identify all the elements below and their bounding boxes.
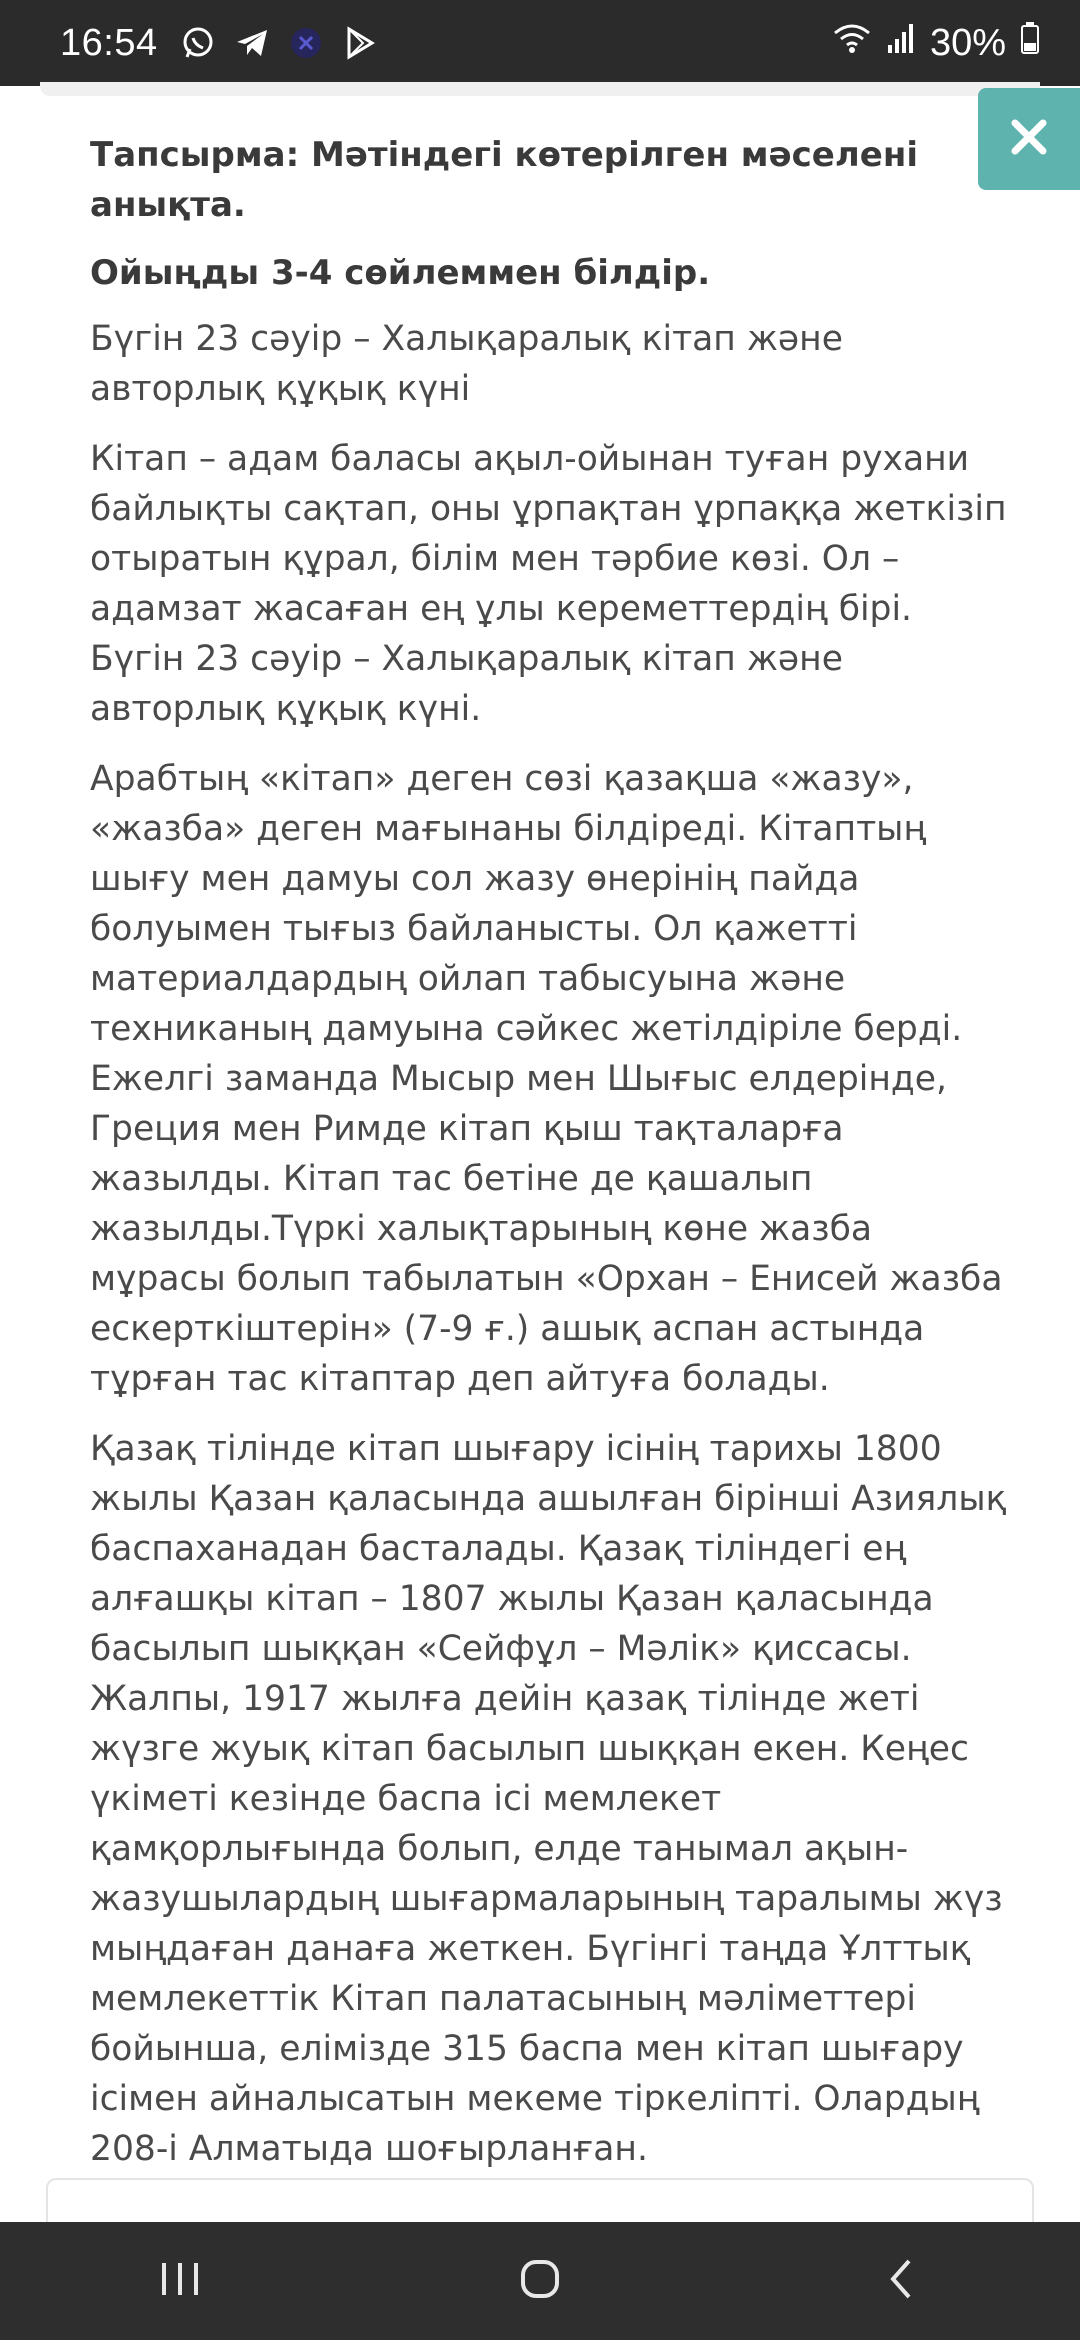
app-icon <box>286 23 326 63</box>
home-icon <box>518 2257 562 2306</box>
paragraph-3: Арабтың «кітап» деген сөзі қазақша «жазу», «жазба» деген мағынаны білдіреді. Кітаптың шығу мен дамуы сол жазу өнерінің пайда болуымен тығыз байланысты. Ол қажетті материалдардың ойлап табысуына және техниканың дамуына сәйкес жетілдіріле берді. Ежелгі заманда Мысыр мен Шығыс елдерінде, Греция мен Римде кітап қыш тақталарға жазылды. Кітап тас бетіне де қашалып жазылды.Түркі халықтарының көне жазба мұрасы болып табылатын «Орхан – Енисей жазба ескерткіштерін» (7-9 ғ.) ашық аспан астында тұрған тас кітаптар деп айтуға болады. <box>90 759 1003 1399</box>
signal-icon <box>886 21 916 65</box>
close-icon <box>1009 117 1049 162</box>
card-top-edge <box>40 82 1040 96</box>
paragraph-1: Бүгін 23 сәуір – Халықаралық кітап және авторлық құқық күні <box>90 319 843 409</box>
paragraph-4: Қазақ тілінде кітап шығару ісінің тарихы 1800 жылы Қазан қаласында ашылған бірінші Азиялық баспаханадан басталады. Қазақ тіліндегі ең алғашқы кітап – 1807 жылы Қазан қаласында басылып шыққан «Сейфұл – Мәлік» қиссасы. Жалпы, 1917 жылға дейін қазақ тілінде жеті жүзге жуық кітап басылып шыққан екен. Кеңес үкіметі кезінде баспа ісі мемлекет қамқорлығында болып, елде танымал ақын-жазушылардың шығармаларының таралымы жүз мыңдаған данаға жеткен. Бүгінгі таңда Ұлттық мемлекеттік Кітап палатасының мәліметтері бойынша, елімізде 315 баспа мен кітап шығару ісімен айналысатын мекеме тіркеліпті. Олардың 208-і Алматыда шоғырланған. <box>90 1429 1007 2169</box>
battery-icon <box>1020 21 1040 65</box>
status-bar <box>0 0 1080 86</box>
status-time: 16:54 <box>60 21 158 64</box>
task-subtitle: Ойыңды 3-4 сөйлеммен білдір. <box>90 253 711 293</box>
wifi-icon <box>832 21 872 65</box>
notification-icons <box>178 23 380 63</box>
recent-apps-button[interactable] <box>120 2241 240 2321</box>
home-button[interactable] <box>480 2241 600 2321</box>
play-store-icon <box>340 23 380 63</box>
paragraph-2: Кітап – адам баласы ақыл-ойынан туған рухани байлықты сақтап, оны ұрпақтан ұрпаққа жеткізіп отыратын құрал, білім мен тәрбие көзі. Ол – адамзат жасаған ең ұлы кереметтердің бірі. Бүгін 23 сәуір – Халықаралық кітап және авторлық құқық күні. <box>90 439 1007 729</box>
whatsapp-icon <box>178 23 218 63</box>
battery-text: 30% <box>929 21 1006 64</box>
task-title: Тапсырма: Мәтіндегі көтерілген мәселені анықта. <box>90 135 918 225</box>
status-right <box>832 21 1040 65</box>
telegram-icon <box>232 23 272 63</box>
navigation-bar <box>0 2222 1080 2340</box>
question-content <box>90 130 1010 2194</box>
recent-apps-icon <box>158 2259 202 2304</box>
back-button[interactable] <box>840 2241 960 2321</box>
back-icon <box>885 2257 915 2306</box>
